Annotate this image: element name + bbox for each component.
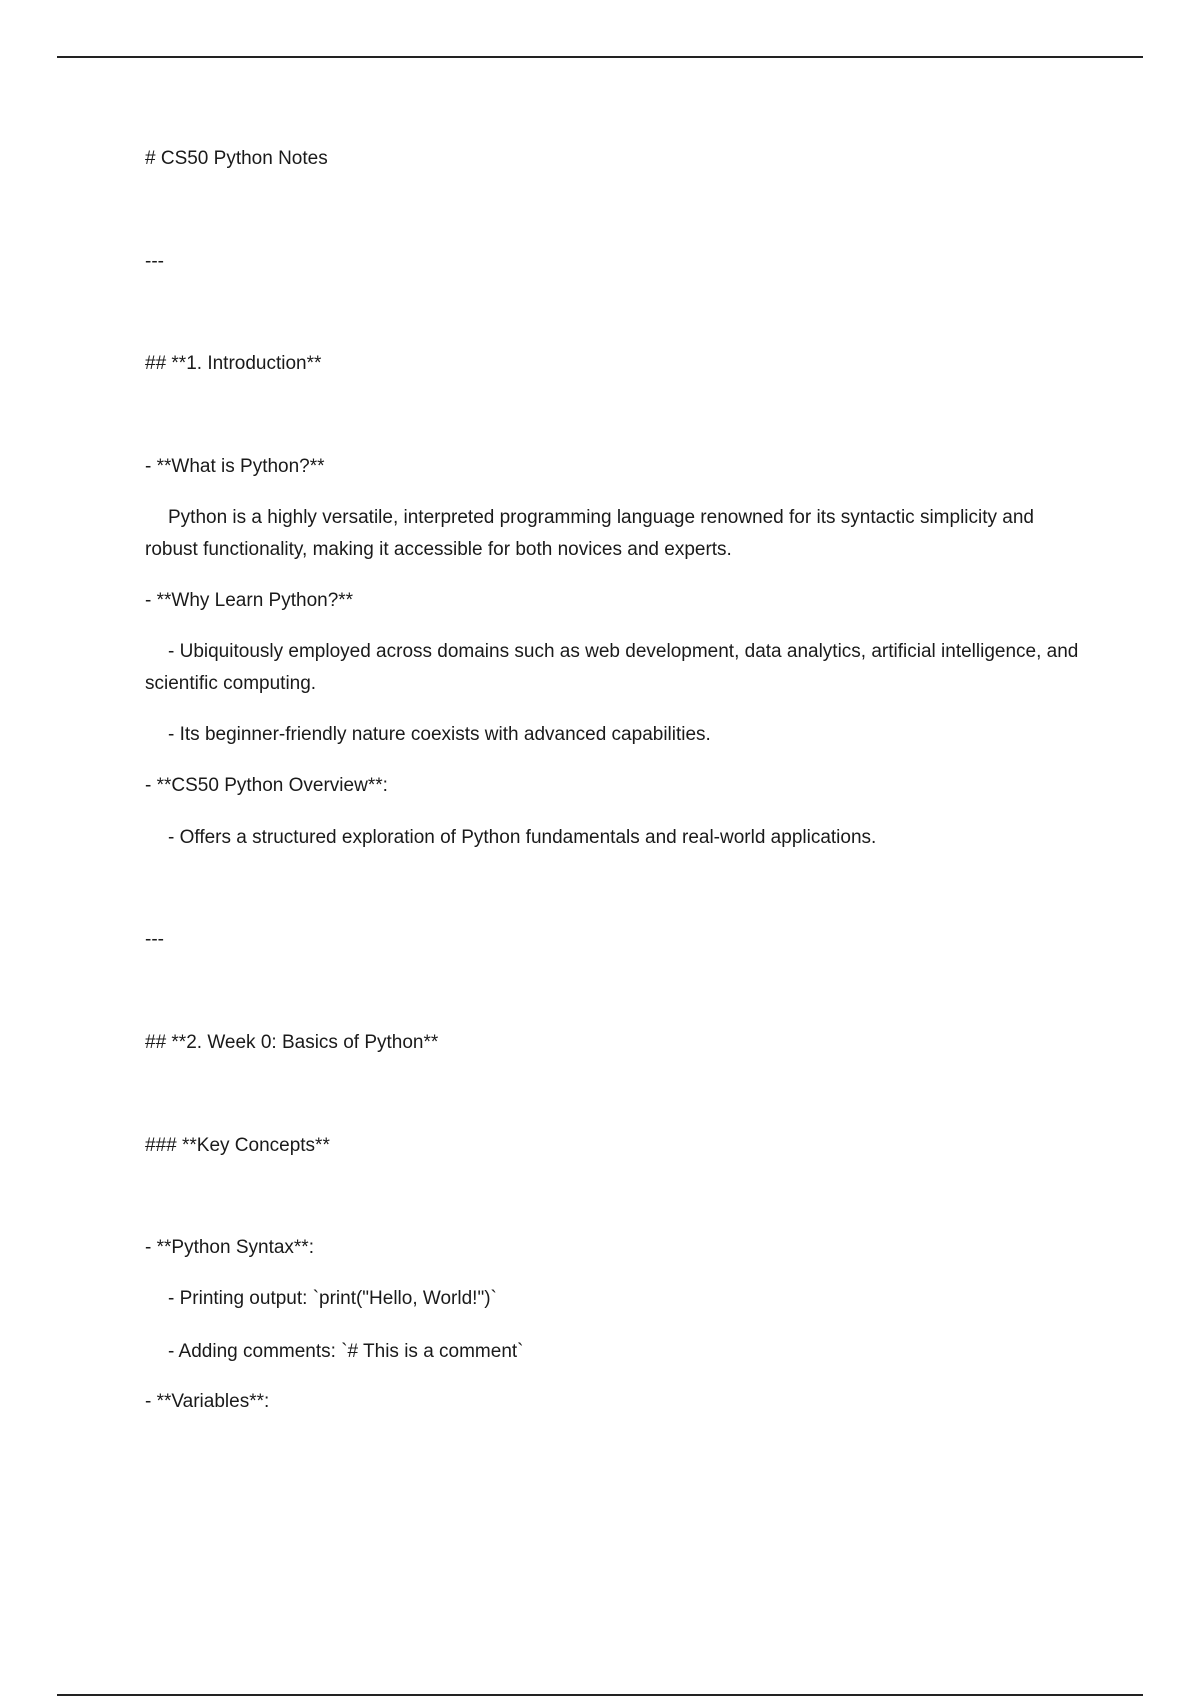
list-item-python-syntax: - **Python Syntax**: (145, 1237, 314, 1258)
footer-rule (57, 1694, 1143, 1696)
list-item-what-is-python: - **What is Python?** (145, 456, 325, 477)
list-item-variables: - **Variables**: (145, 1391, 270, 1412)
horizontal-rule-marker: --- (145, 251, 164, 272)
section-heading-week-0: ## **2. Week 0: Basics of Python** (145, 1032, 439, 1053)
subsection-heading-key-concepts: ### **Key Concepts** (145, 1135, 330, 1156)
sub-item-printing-output: - Printing output: `print("Hello, World!")` (168, 1288, 497, 1309)
section-heading-introduction: ## **1. Introduction** (145, 353, 322, 374)
sub-item-structured-exploration: - Offers a structured exploration of Python fundamentals and real-world applications. (168, 827, 877, 848)
sub-item-ubiquitously-employed: - Ubiquitously employed across domains such as web development, data analytics, artificial intelligence, and scientific computing. (145, 641, 1079, 694)
horizontal-rule-marker: --- (145, 929, 164, 950)
sub-item-adding-comments: - Adding comments: `# This is a comment` (168, 1341, 524, 1362)
sub-item-beginner-friendly: - Its beginner-friendly nature coexists with advanced capabilities. (168, 724, 711, 745)
header-rule (57, 56, 1143, 58)
list-item-cs50-overview: - **CS50 Python Overview**: (145, 775, 388, 796)
list-item-why-learn-python: - **Why Learn Python?** (145, 590, 354, 611)
paragraph-python-description: Python is a highly versatile, interpreted programming language renowned for its syntactic simplicity and robust functionality, making it accessible for both novices and experts. (145, 507, 1034, 560)
doc-title: # CS50 Python Notes (145, 148, 328, 169)
